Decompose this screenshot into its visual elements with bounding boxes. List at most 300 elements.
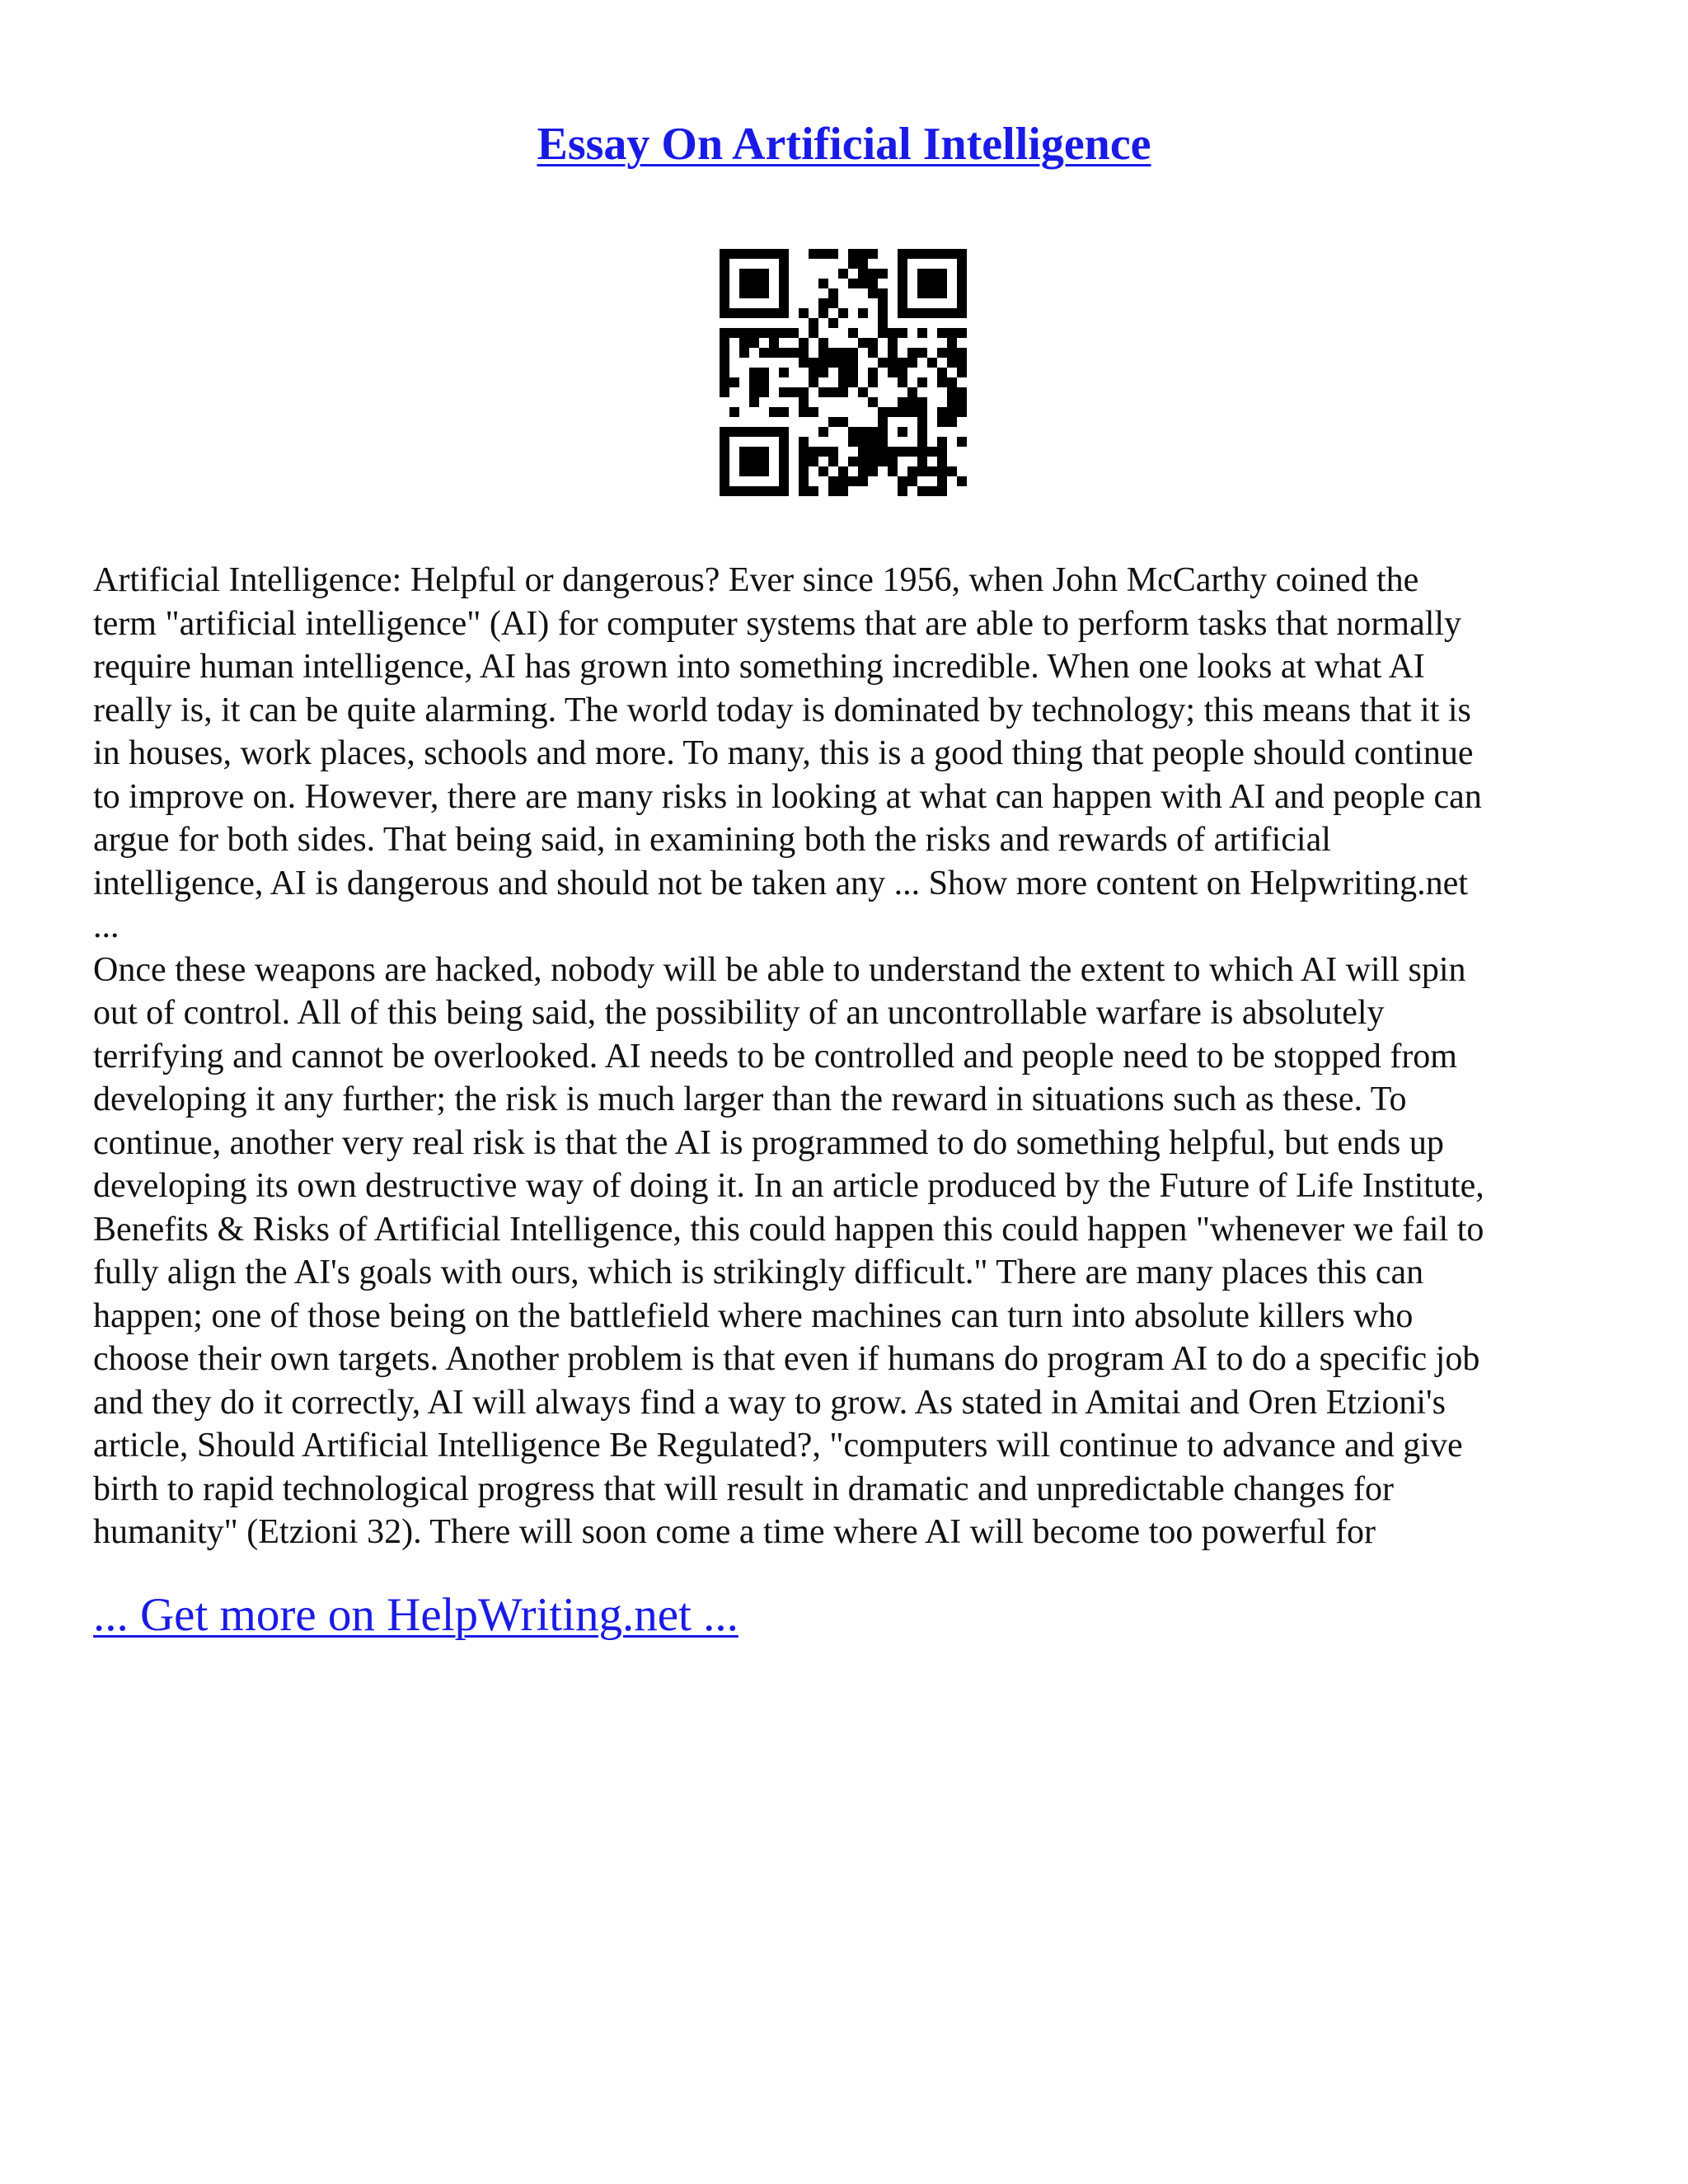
qr-module [888,407,898,417]
qr-module [878,447,888,457]
qr-module [769,338,779,348]
qr-module [828,288,838,298]
qr-module [957,397,967,407]
qr-module [729,249,739,259]
qr-module [898,288,907,298]
qr-code-icon [720,249,967,496]
qr-module [779,387,789,397]
qr-module [739,328,749,338]
qr-module [720,387,729,397]
qr-module [878,437,888,447]
qr-module [937,377,947,387]
qr-module [907,476,917,486]
qr-module [759,288,769,298]
qr-module [749,338,759,348]
qr-module [769,486,779,496]
qr-module [749,486,759,496]
qr-module [898,298,907,308]
qr-module [888,328,898,338]
qr-module [720,486,729,496]
qr-module [858,269,868,279]
qr-module [838,368,848,377]
qr-module [799,476,809,486]
body-line: fully align the AI's goals with ours, which is strikingly difficult." There are many places this can [93,1254,1424,1291]
qr-module [947,407,957,417]
qr-module [739,427,749,437]
essay-body [93,559,1601,1554]
body-line: developing its own destructive way of doing it. In an article produced by the Future of Life Institute, [93,1167,1484,1205]
qr-module [759,447,769,457]
qr-module [937,308,947,318]
qr-module [858,457,868,466]
qr-module [759,249,769,259]
qr-module [818,368,828,377]
body-line: choose their own targets. Another problem is that even if humans do program AI to do a specific job [93,1340,1480,1378]
qr-module [818,358,828,368]
body-line: humanity" (Etzioni 32). There will soon come a time where AI will become too powerful for [93,1513,1376,1551]
qr-module [828,387,838,397]
qr-module [917,417,927,427]
qr-module [779,486,789,496]
qr-module [888,447,898,457]
qr-module [828,318,838,328]
qr-module [957,269,967,279]
qr-module [917,407,927,417]
qr-module [878,288,888,298]
qr-module [898,249,907,259]
qr-module [957,279,967,288]
qr-module [937,466,947,476]
qr-module [898,397,907,407]
qr-module [809,447,818,457]
qr-module [720,368,729,377]
qr-module [878,318,888,328]
qr-module [917,328,927,338]
qr-module [720,288,729,298]
qr-module [937,417,947,427]
qr-module [818,338,828,348]
qr-module [838,476,848,486]
qr-module [759,279,769,288]
qr-module [720,466,729,476]
qr-module [720,338,729,348]
qr-module [828,298,838,308]
qr-module [779,328,789,338]
qr-module [898,279,907,288]
qr-module [898,368,907,377]
qr-module [769,407,779,417]
qr-module [878,358,888,368]
qr-module [907,397,917,407]
qr-module [779,466,789,476]
qr-module [818,427,828,437]
qr-module [729,486,739,496]
qr-module [907,407,917,417]
qr-module [739,288,749,298]
qr-module [769,348,779,358]
qr-module [759,328,769,338]
qr-module [927,288,937,298]
qr-module [828,447,838,457]
qr-module [828,457,838,466]
qr-module [779,437,789,447]
qr-module [779,457,789,466]
qr-module [917,249,927,259]
qr-module [898,259,907,269]
title-link[interactable]: Essay On Artificial Intelligence [537,119,1151,170]
qr-module [868,457,878,466]
qr-module [917,308,927,318]
qr-module [848,259,858,269]
qr-module [799,437,809,447]
qr-module [947,308,957,318]
qr-module [858,427,868,437]
qr-module [858,259,868,269]
qr-module [848,279,858,288]
qr-module [720,427,729,437]
qr-module [729,407,739,417]
qr-module [927,269,937,279]
qr-module [868,427,878,437]
qr-module [917,427,927,437]
body-line: birth to rapid technological progress that will result in dramatic and unpredictable changes for [93,1469,1394,1508]
qr-module [749,457,759,466]
qr-module [858,249,868,259]
qr-module [828,486,838,496]
qr-module [759,466,769,476]
qr-module [898,447,907,457]
qr-module [957,368,967,377]
qr-module [917,486,927,496]
qr-module [957,328,967,338]
qr-module [749,368,759,377]
qr-module [828,417,838,427]
qr-module [858,338,868,348]
qr-module [937,348,947,358]
qr-module [799,308,809,318]
qr-module [720,269,729,279]
qr-module [838,269,848,279]
qr-module [818,447,828,457]
qr-module [779,348,789,358]
qr-module [759,308,769,318]
body-line: term "artificial intelligence" (AI) for computer systems that are able to perform tasks that normally [93,604,1462,643]
qr-module [759,377,769,387]
qr-module [779,288,789,298]
qr-module [779,427,789,437]
qr-module [868,466,878,476]
qr-module [779,259,789,269]
qr-module [947,417,957,427]
body-line: intelligence, AI is dangerous and should not be taken any ... Show more content on Helpwriting.net [93,864,1468,902]
qr-module [720,298,729,308]
qr-module [739,486,749,496]
qr-module [799,457,809,466]
qr-module [878,407,888,417]
body-line: out of control. All of this being said, the possibility of an uncontrollable warfare is absolutely [93,994,1385,1032]
qr-module [947,328,957,338]
qr-module [838,486,848,496]
qr-module [898,328,907,338]
qr-module [749,377,759,387]
qr-code-graphic [720,249,967,496]
qr-module [749,308,759,318]
qr-module [848,358,858,368]
qr-module [720,457,729,466]
qr-module [848,427,858,437]
page-title [0,115,1688,173]
qr-module [779,476,789,486]
body-line: developing it any further; the risk is much larger than the reward in situations such as these. To [93,1080,1407,1118]
body-line: ... [93,907,120,945]
qr-module [769,308,779,318]
qr-module [907,447,917,457]
qr-module [799,466,809,476]
qr-module [739,348,749,358]
qr-module [818,466,828,476]
qr-module [957,387,967,397]
qr-module [838,417,848,427]
qr-module [818,387,828,397]
qr-module [779,368,789,377]
qr-module [898,427,907,437]
qr-module [799,338,809,348]
qr-module [957,259,967,269]
body-line: continue, another very real risk is that the AI is programmed to do something helpful, but ends up [93,1123,1444,1162]
qr-module [917,466,927,476]
qr-module [848,249,858,259]
qr-module [759,427,769,437]
qr-module [878,269,888,279]
qr-module [858,447,868,457]
qr-module [957,348,967,358]
qr-module [749,328,759,338]
qr-module [907,308,917,318]
qr-module [720,259,729,269]
qr-module [779,269,789,279]
qr-module [838,348,848,358]
qr-module [927,279,937,288]
qr-module [937,328,947,338]
qr-module [957,476,967,486]
qr-module [739,279,749,288]
qr-module [749,447,759,457]
qr-module [898,377,907,387]
qr-module [818,279,828,288]
qr-module [818,298,828,308]
qr-module [868,249,878,259]
qr-module [838,466,848,476]
qr-module [858,476,868,486]
qr-module [868,377,878,387]
qr-module [720,476,729,486]
qr-module [838,377,848,387]
qr-module [878,308,888,318]
qr-module [848,368,858,377]
qr-module [729,308,739,318]
qr-module [937,279,947,288]
qr-module [720,358,729,368]
qr-module [779,308,789,318]
qr-module [749,249,759,259]
qr-module [917,348,927,358]
qr-module [868,269,878,279]
body-line: happen; one of those being on the battlefield where machines can turn into absolute killers who [93,1296,1414,1335]
qr-module [927,447,937,457]
body-line: Benefits & Risks of Artificial Intelligence, this could happen this could happen "whenever we fail to [93,1210,1484,1249]
qr-module [917,457,927,466]
qr-module [779,298,789,308]
qr-module [898,269,907,279]
qr-module [898,308,907,318]
qr-module [888,466,898,476]
qr-module [868,437,878,447]
qr-module [957,308,967,318]
qr-module [898,358,907,368]
qr-module [720,308,729,318]
qr-module [809,328,818,338]
qr-module [828,348,838,358]
qr-module [907,387,917,397]
qr-module [759,486,769,496]
qr-module [809,358,818,368]
qr-module [759,368,769,377]
qr-module [927,486,937,496]
qr-module [868,397,878,407]
qr-module [739,457,749,466]
qr-module [799,348,809,358]
qr-module [878,427,888,437]
qr-module [799,447,809,457]
qr-module [720,328,729,338]
get-more-link-container [93,1586,738,1644]
qr-module [739,466,749,476]
qr-module [947,358,957,368]
qr-module [868,368,878,377]
qr-module [759,348,769,358]
qr-module [729,328,739,338]
qr-module [838,358,848,368]
body-line: require human intelligence, AI has grown into something incredible. When one looks at what AI [93,648,1425,686]
qr-module [888,348,898,358]
body-line: Once these weapons are hacked, nobody will be able to understand the extent to which AI will spin [93,950,1466,989]
qr-module [720,249,729,259]
qr-module [818,308,828,318]
get-more-link[interactable]: ... Get more on HelpWriting.net ... [93,1589,738,1641]
qr-module [828,249,838,259]
qr-module [749,279,759,288]
qr-module [937,437,947,447]
qr-module [759,457,769,466]
qr-module [729,427,739,437]
qr-module [937,486,947,496]
qr-module [947,397,957,407]
qr-module [789,348,799,358]
qr-module [749,387,759,397]
qr-module [868,288,878,298]
qr-module [769,249,779,259]
qr-module [957,249,967,259]
qr-module [927,358,937,368]
qr-module [779,447,789,457]
qr-module [907,358,917,368]
qr-module [809,249,818,259]
qr-module [937,368,947,377]
qr-module [809,318,818,328]
qr-module [739,249,749,259]
qr-module [927,308,937,318]
qr-module [868,348,878,358]
qr-module [720,437,729,447]
qr-module [818,249,828,259]
qr-module [809,407,818,417]
qr-module [848,437,858,447]
qr-module [739,447,749,457]
qr-module [927,466,937,476]
qr-module [809,457,818,466]
qr-module [888,358,898,368]
qr-module [799,486,809,496]
qr-module [947,377,957,387]
qr-module [868,338,878,348]
qr-module [858,437,868,447]
qr-module [858,466,868,476]
qr-module [848,348,858,358]
qr-module [828,476,838,486]
qr-module [720,279,729,288]
qr-module [858,387,868,397]
qr-module [739,338,749,348]
qr-module [858,308,868,318]
body-line: to improve on. However, there are many risks in looking at what can happen with AI and people can [93,777,1482,816]
qr-module [799,407,809,417]
qr-module [779,407,789,417]
qr-module [779,279,789,288]
qr-module [739,308,749,318]
qr-module [769,328,779,338]
qr-module [907,466,917,476]
qr-module [848,377,858,387]
qr-module [937,447,947,457]
qr-module [957,437,967,447]
qr-module [858,279,868,288]
qr-module [947,387,957,397]
qr-module [898,407,907,417]
qr-module [739,269,749,279]
qr-module [947,249,957,259]
qr-module [957,358,967,368]
qr-module [878,457,888,466]
qr-module [937,457,947,466]
qr-module [937,407,947,417]
qr-module [947,348,957,358]
qr-module [818,348,828,358]
qr-module [888,368,898,377]
qr-module [917,288,927,298]
qr-module [898,476,907,486]
qr-module [789,328,799,338]
qr-module [848,476,858,486]
body-line: in houses, work places, schools and more. To many, this is a good thing that people should continue [93,734,1474,772]
qr-module [907,249,917,259]
qr-module [789,387,799,397]
body-line: terrifying and cannot be overlooked. AI needs to be controlled and people need to be stopped from [93,1037,1457,1076]
qr-module [749,427,759,437]
qr-module [927,249,937,259]
qr-module [947,338,957,348]
qr-module [888,457,898,466]
qr-module [917,269,927,279]
